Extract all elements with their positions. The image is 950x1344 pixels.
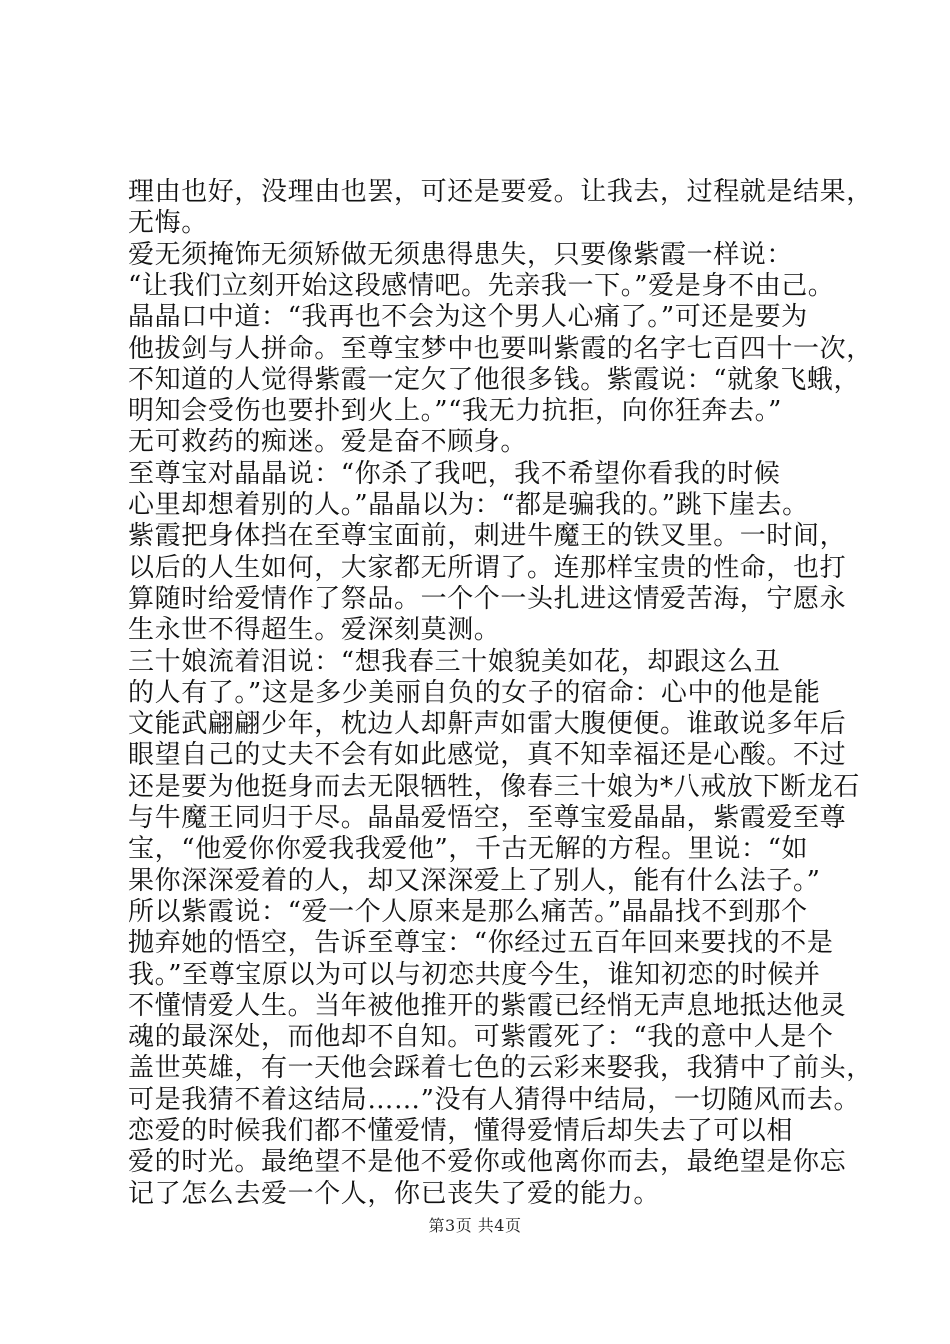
text-line: 明知会受伤也要扑到火上。”“我无力抗拒，向你狂奔去。” (128, 396, 783, 427)
page-number-footer: 第3页 共4页 (428, 1216, 522, 1235)
text-line: 以后的人生如何，大家都无所谓了。连那样宝贵的性命，也打 (128, 552, 847, 583)
text-line: 魂的最深处，而他却不自知。可紫霞死了：“我的意中人是个 (128, 1022, 834, 1053)
text-line: 可是我猜不着这结局……”没有人猜得中结局，一切随风而去。 (128, 1084, 861, 1115)
text-line: 晶晶口中道：“我再也不会为这个男人心痛了。”可还是要为 (128, 302, 808, 333)
text-line: 爱的时光。最绝望不是他不爱你或他离你而去，最绝望是你忘 (128, 1147, 847, 1178)
text-line: 至尊宝对晶晶说：“你杀了我吧，我不希望你看我的时候 (128, 458, 781, 489)
text-line: 生永世不得超生。爱深刻莫测。 (128, 615, 501, 646)
text-line: 不知道的人觉得紫霞一定欠了他很多钱。紫霞说：“就象飞蛾， (128, 364, 861, 395)
text-line: 抛弃她的悟空，告诉至尊宝：“你经过五百年回来要找的不是 (128, 928, 834, 959)
text-line: 记了怎么去爱一个人，你已丧失了爱的能力。 (128, 1178, 661, 1209)
text-line: 不懂情爱人生。当年被他推开的紫霞已经悄无声息地抵达他灵 (128, 990, 847, 1021)
text-line: 恋爱的时候我们都不懂爱情，懂得爱情后却失去了可以相 (128, 1116, 794, 1146)
text-line: 宝，“他爱你你爱我我爱他”，千古无解的方程。里说：“如 (128, 834, 809, 865)
text-line: 心里却想着别的人。”晶晶以为：“都是骗我的。”跳下崖去。 (128, 490, 809, 520)
text-line: 无悔。 (128, 208, 208, 239)
text-line: 三十娘流着泪说：“想我春三十娘貌美如花，却跟这么丑 (128, 646, 781, 677)
text-line: 算随时给爱情作了祭品。一个个一头扎进这情爱苦海，宁愿永 (128, 583, 847, 614)
text-line: 与牛魔王同归于尽。晶晶爱悟空，至尊宝爱晶晶，紫霞爱至尊 (128, 803, 847, 833)
text-line: 果你深深爱着的人，却又深深爱上了别人，能有什么法子。” (128, 865, 821, 896)
text-line: 无可救药的痴迷。爱是奋不顾身。 (128, 427, 528, 458)
text-line: 他拔剑与人拼命。至尊宝梦中也要叫紫霞的名字七百四十一次， (128, 333, 873, 364)
text-line: “让我们立刻开始这段感情吧。先亲我一下。”爱是身不由己。 (128, 270, 835, 301)
text-line: 所以紫霞说：“爱一个人原来是那么痛苦。”晶晶找不到那个 (128, 896, 808, 927)
text-line: 盖世英雄，有一天他会踩着七色的云彩来娶我，我猜中了前头， (128, 1053, 873, 1084)
text-line: 眼望自己的丈夫不会有如此感觉，真不知幸福还是心酸。不过 (128, 740, 847, 771)
text-line: 我。”至尊宝原以为可以与初恋共度今生，谁知初恋的时候并 (128, 959, 821, 990)
text-line: 的人有了。”这是多少美丽自负的女子的宿命：心中的他是能 (128, 677, 821, 708)
text-line: 爱无须掩饰无须矫做无须患得患失，只要像紫霞一样说： (128, 239, 794, 270)
text-line: 紫霞把身体挡在至尊宝面前，刺进牛魔王的铁叉里。一时间， (128, 521, 847, 552)
text-line: 还是要为他挺身而去无限牺牲，像春三十娘为*八戒放下断龙石 (128, 771, 860, 802)
text-line: 文能武翩翩少年，枕边人却鼾声如雷大腹便便。谁敢说多年后 (128, 709, 847, 740)
text-line: 理由也好，没理由也罢，可还是要爱。让我去，过程就是结果， (128, 177, 873, 207)
